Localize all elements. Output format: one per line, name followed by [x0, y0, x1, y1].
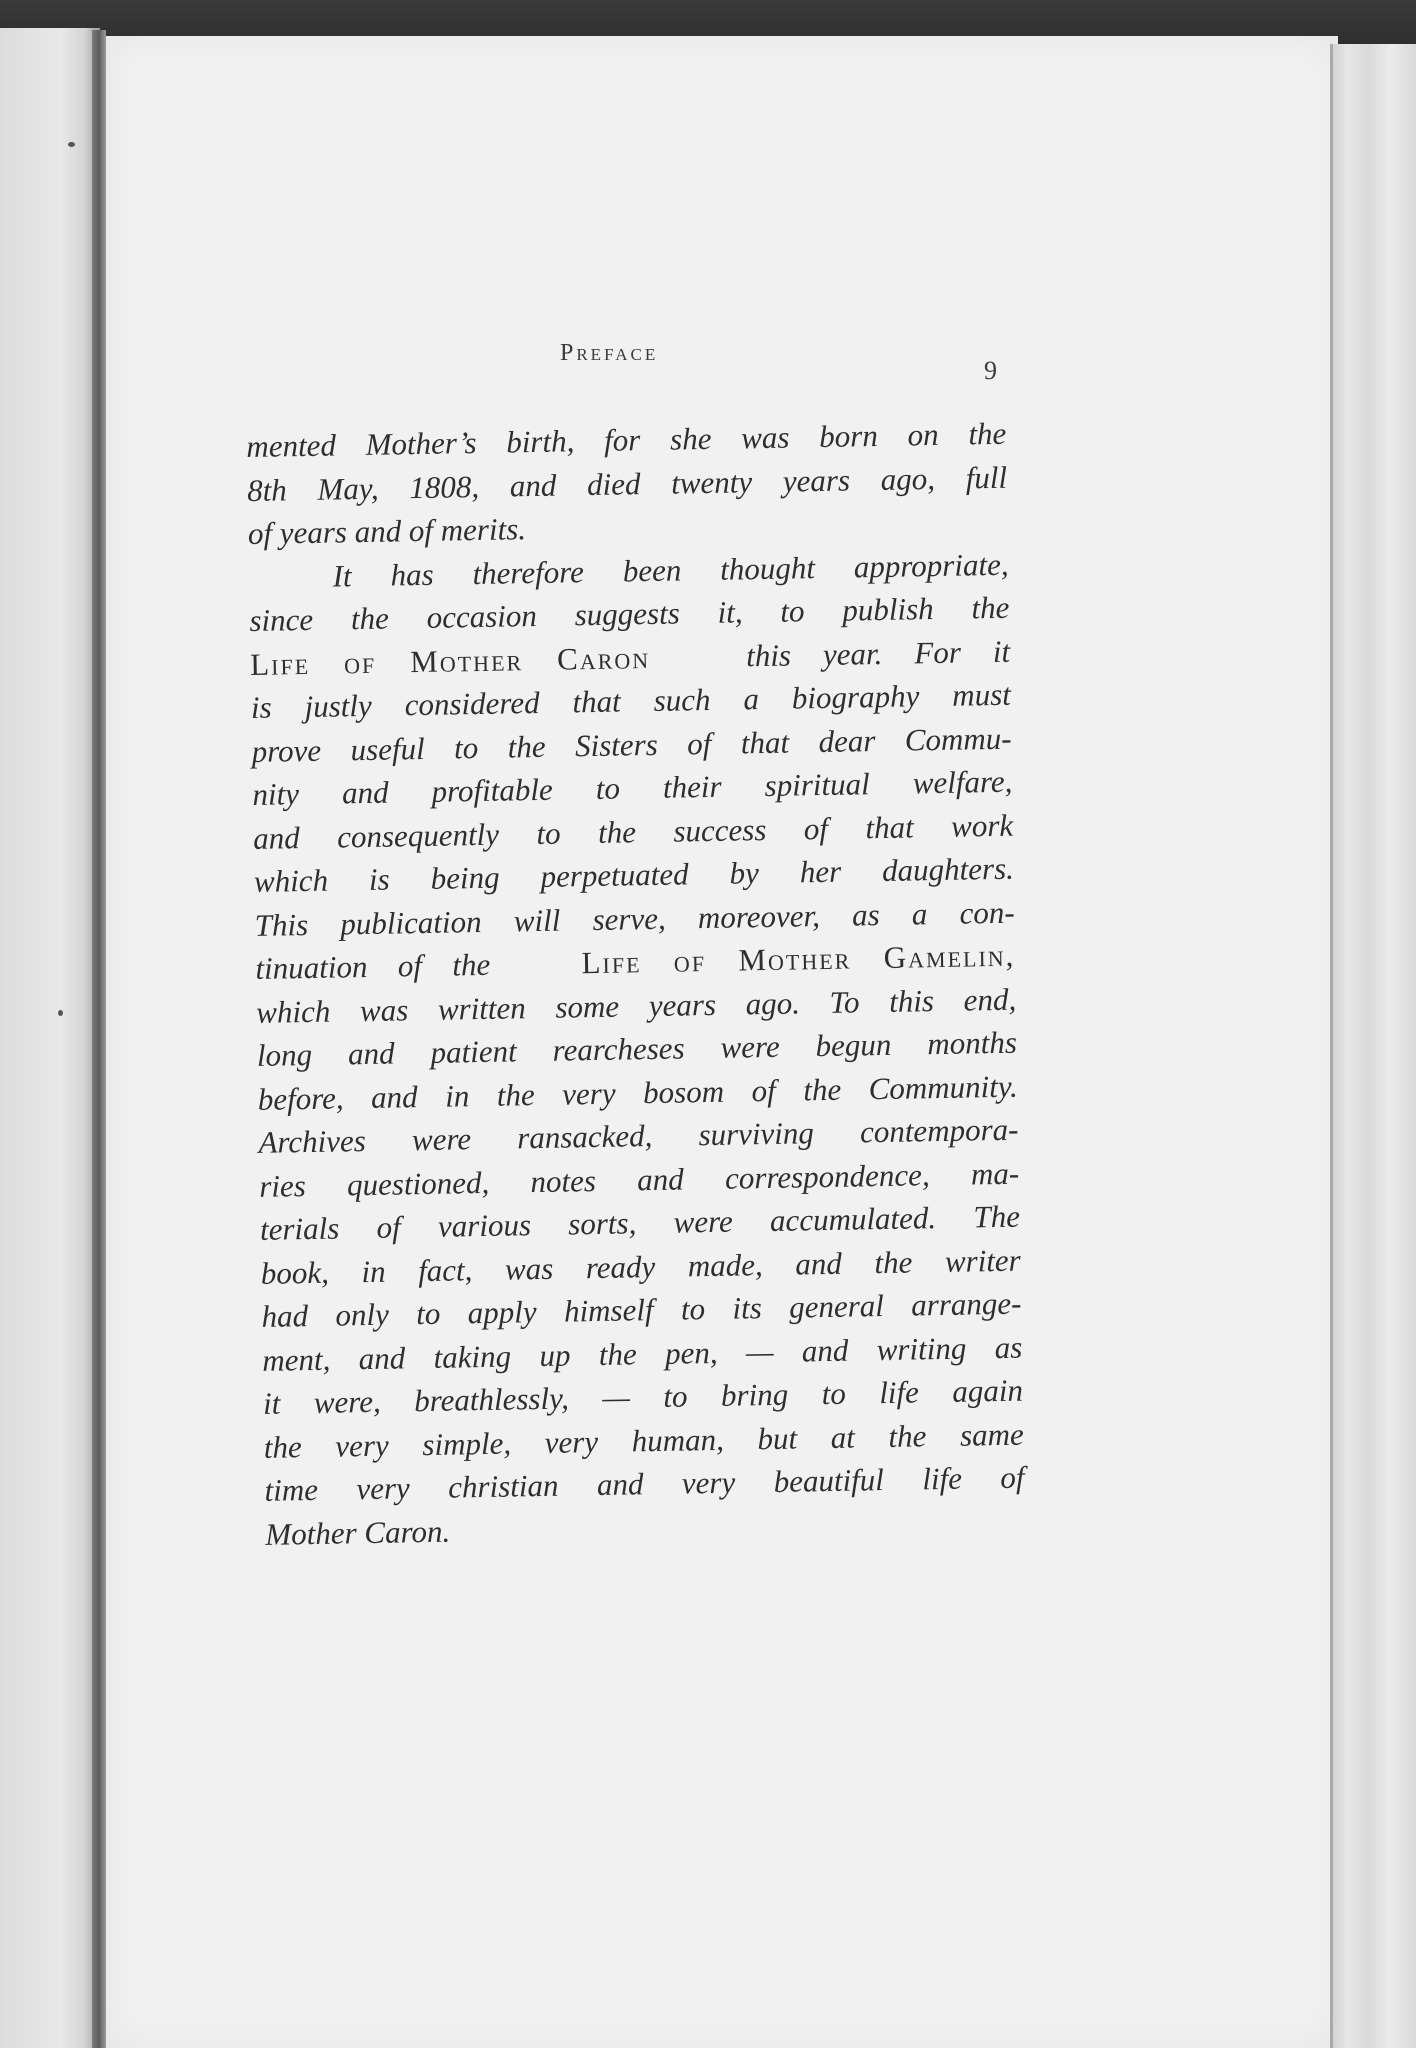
text-line: it were, breathlessly, — to bring to life again: [262, 1372, 1024, 1421]
text-line: long and patient rearcheses were begun months: [256, 1024, 1018, 1073]
text-line: mented Mother’s birth, for she was born on the: [246, 415, 1007, 464]
text-line: 8th May, 1808, and died twenty years ago, full: [246, 459, 1008, 508]
text-line: time very christian and very beautiful life of: [264, 1459, 1025, 1508]
text-line: Mother Caron.: [265, 1513, 451, 1552]
text-line: It has therefore been thought appropriate,: [332, 546, 1009, 594]
page-number: 9: [984, 356, 997, 385]
gutter-shadow: [92, 30, 106, 2048]
book-title-gamelin: Life of Mother Gamelin,: [581, 937, 1016, 981]
text-line: nity and profitable to their spiritual welfare,: [252, 763, 1013, 812]
running-head: Preface: [560, 340, 659, 366]
scan-speck: [58, 1010, 63, 1016]
text-fragment: this year. For it: [745, 633, 1011, 673]
text-fragment: tinuation of the: [255, 946, 491, 986]
text-line: which is being perpetuated by her daughters.: [253, 850, 1015, 899]
text-line: This publication will serve, moreover, as a con-: [254, 894, 1015, 943]
text-line: since the occasion suggests it, to publish the: [249, 589, 1010, 638]
page-stack-line: [1330, 44, 1333, 2048]
text-line: had only to apply himself to its general arrange-: [261, 1285, 1022, 1334]
scan-speck: [68, 142, 75, 147]
text-line: ment, and taking up the pen, — and writing as: [262, 1329, 1023, 1378]
text-line: book, in fact, was ready made, and the writer: [260, 1242, 1021, 1291]
book-title-caron: Life of Mother Caron: [249, 639, 651, 682]
text-line: of years and of merits.: [247, 511, 527, 551]
text-line: is justly considered that such a biography must: [250, 676, 1012, 725]
text-line: terials of various sorts, were accumulated. The: [259, 1198, 1021, 1247]
previous-page-edge: [0, 28, 100, 2048]
page-stack-edge: [1330, 44, 1416, 2048]
text-line: which was written some years ago. To this end,: [255, 981, 1017, 1030]
body-text: [246, 412, 1026, 1556]
text-line: and consequently to the success of that work: [252, 807, 1014, 856]
text-line: Archives were ransacked, surviving contempora-: [258, 1111, 1019, 1160]
text-line: before, and in the very bosom of the Community.: [257, 1068, 1018, 1117]
text-line: ries questioned, notes and correspondence, ma-: [258, 1155, 1020, 1204]
text-line: the very simple, very human, but at the same: [263, 1416, 1025, 1465]
text-line: prove useful to the Sisters of that dear Commu-: [251, 720, 1012, 769]
